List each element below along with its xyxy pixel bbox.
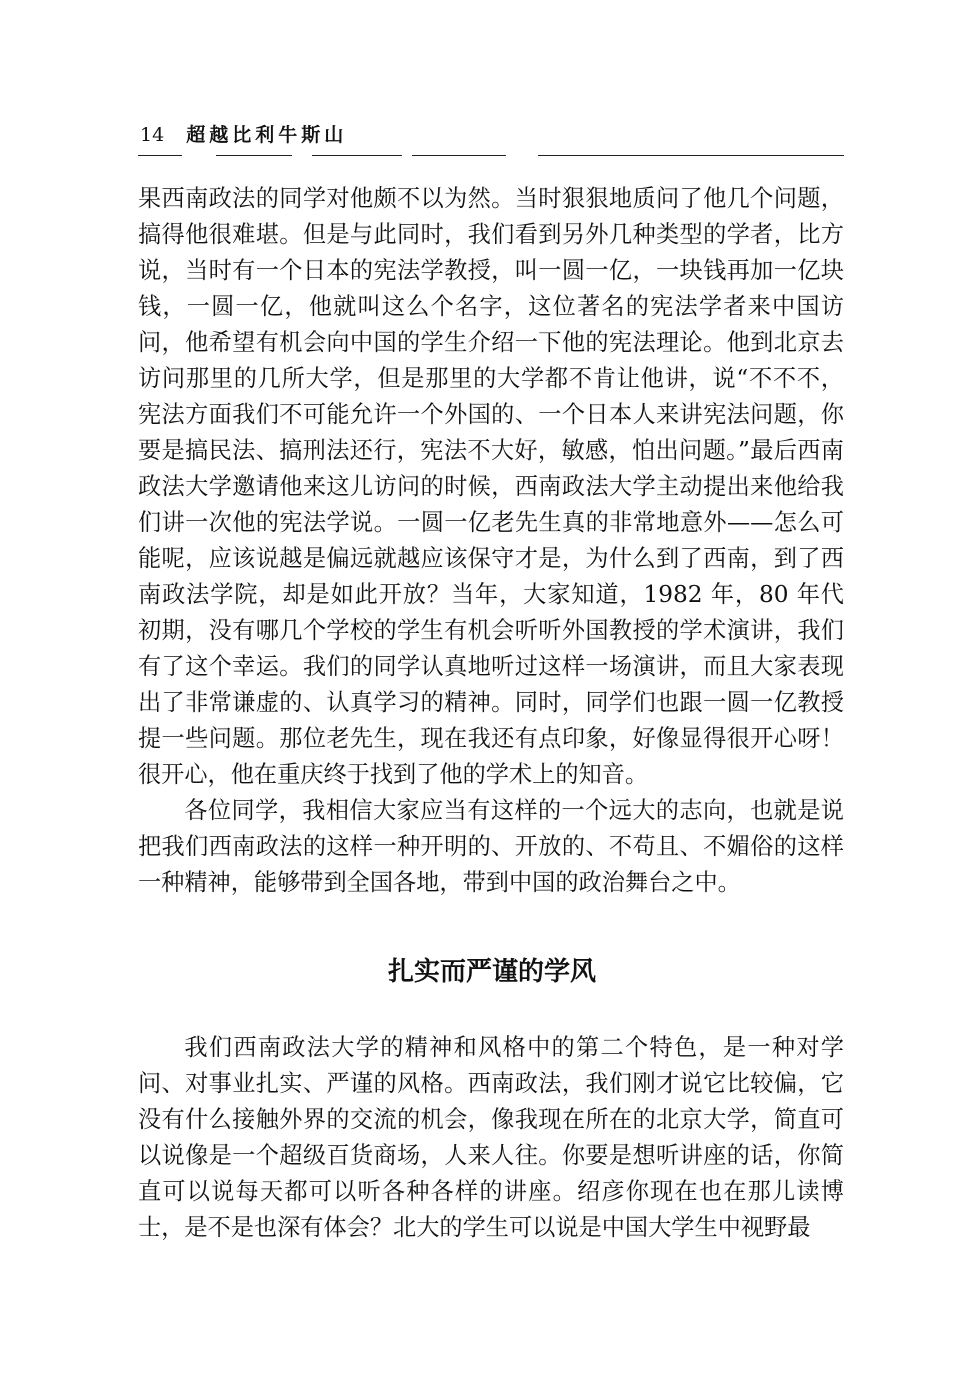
book-title: 超越比利牛斯山 [186, 124, 348, 146]
header-rule-segment [538, 155, 844, 156]
paragraph: 各位同学，我相信大家应当有这样的一个远大的志向，也就是说把我们西南政法的这样一种开明的、开放的、不苟且、不媚俗的这样一种精神，能够带到全国各地，带到中国的政治舞台之中。 [138, 797, 844, 896]
header-rule-segment [138, 155, 182, 156]
header-rule-segment [216, 155, 292, 156]
running-head [140, 121, 347, 149]
header-rule-segment [312, 155, 402, 156]
body-text-bottom [138, 1030, 844, 1246]
page-number: 14 [140, 124, 165, 146]
header-rule-segment [412, 155, 506, 156]
paragraph: 我们西南政法大学的精神和风格中的第二个特色，是一种对学问、对事业扎实、严谨的风格。西南政法，我们刚才说它比较偏，它没有什么接触外界的交流的机会，像我现在所在的北京大学，简直可以说像是一个超级百货商场，人来人往。你要是想听讲座的话，你简直可以说每天都可以听各种各样的讲座。绍彦你现在也在那儿读博士，是不是也深有体会？北大的学生可以说是中国大学生中视野最 [138, 1034, 844, 1241]
paragraph-continued: 果西南政法的同学对他颇不以为然。当时狠狠地质问了他几个问题，搞得他很难堪。但是与此同时，我们看到另外几种类型的学者，比方说，当时有一个日本的宪法学教授，叫一圆一亿，一块钱再加一亿块钱，一圆一亿，他就叫这么个名字，这位著名的宪法学者来中国访问，他希望有机会向中国的学生介绍一下他的宪法理论。他到北京去访问那里的几所大学，但是那里的大学都不肯让他讲，说“不不不，宪法方面我们不可能允许一个外国的、一个日本人来讲宪法问题，你要是搞民法、搞刑法还行，宪法不大好，敏感，怕出问题。”最后西南政法大学邀请他来这儿访问的时候，西南政法大学主动提出来他给我们讲一次他的宪法学说。一圆一亿老先生真的非常地意外——怎么可能呢，应该说越是偏远就越应该保守才是，为什么到了西南，到了西南政法学院，却是如此开放？当年，大家知道，1982 年，80 年代初期，没有哪几个学校的学生有机会听听外国教授的学术演讲，我们有了这个幸运。我们的同学认真地听过这样一场演讲，而且大家表现出了非常谦虚的、认真学习的精神。同时，同学们也跟一圆一亿教授提一些问题。那位老先生，现在我还有点印象，好像显得很开心呀！很开心，他在重庆终于找到了他的学术上的知音。 [138, 185, 844, 788]
body-text-top [138, 181, 844, 901]
section-heading: 扎实而严谨的学风 [387, 957, 596, 987]
